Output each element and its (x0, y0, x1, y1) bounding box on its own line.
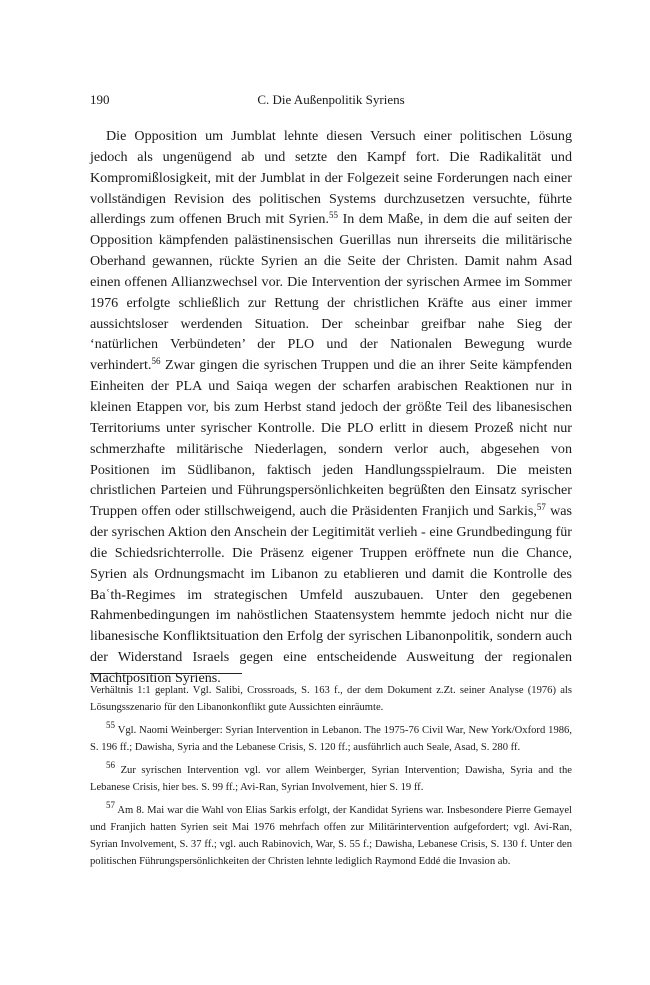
footnote-separator (90, 673, 242, 674)
body-text-segment: In dem Maße, in dem die auf seiten der Opposition kämpfenden palästinensischen Guerillas nun ihrerseits die militärische Oberhand gewannen, rückte Syrien an die Seite der Christen. Damit nahm Asad einen offenen Allianzwechsel vor. Die Intervention der syrischen Armee im Sommer 1976 erfolgte schließlich zur Rettung der christlichen Kräfte aus einer immer aussichtsloser werdenden Situation. Der scheinbar greifbar nahe Sieg der ‘natürlichen Verbündeten’ der PLO und der Nationalen Bewegung wurde verhindert. (90, 211, 572, 374)
footnote-number: 57 (106, 800, 115, 810)
body-text-segment: was der syrischen Aktion den Anschein der Legitimität verlieh - eine Grundbedingung für die Schiedsrichterrolle. Die Präsenz eigener Truppen eröffnete nun die Chance, Syrien als Ordnungsmacht im Libanon zu etablieren und damit die Kontrolle des Baʿth-Regimes im strategischen Umfeld auszubauen. Unter den gegebenen Rahmenbedingungen im nahöstlichen Staatensystem hemmte jedoch nicht nur die libanesische Konfliktsituation den Erfolg der syrischen Libanonpolitik, sondern auch der Widerstand Israels gegen eine entscheidende Ausweitung der regionalen Machtposition Syriens. (90, 503, 572, 686)
footnote-number: 56 (106, 760, 115, 770)
footnote-56 (90, 762, 572, 796)
body-text-segment: Zwar gingen die syrischen Truppen und die an ihrer Seite kämpfenden Einheiten der PLA und Saiqa wegen der scharfen arabischen Reaktionen nur in kleinen Etappen vor, bis zum Herbst stand jedoch der größte Teil des libanesischen Territoriums unter syrischer Kontrolle. Die PLO erlitt in diesem Prozeß nicht nur schmerzhafte militärische Niederlagen, sondern verlor auch, abgesehen von Positionen im Südlibanon, faktisch jeden Handlungsspielraum. Die meisten christlichen Parteien und Führungspersönlichkeiten begrüßten den Einsatz syrischer Truppen offen oder stillschweigend, auch die Präsidenten Franjich und Sarkis, (90, 357, 572, 520)
footnote-text: Zur syrischen Intervention vgl. vor allem Weinberger, Syrian Intervention; Dawisha, Syria and the Lebanese Crisis, hier bes. S. 99 ff.; Avi-Ran, Syrian Involvement, hier S. 19 ff. (90, 765, 572, 793)
footnote-55 (90, 722, 572, 756)
footnote-number: 55 (106, 720, 115, 730)
footnote-ref-55[interactable]: 55 (329, 210, 338, 221)
body-text-segment: Die Opposition um Jumblat lehnte diesen Versuch einer politischen Lösung jedoch als ungenügend ab und setzte den Kampf fort. Die Radikalität und Kompromißlosigkeit, mit der Jumblat in der Folgezeit seine Forderungen nach einer vollständigen Revision des politischen Systems durchzusetzen versuchte, führte allerdings zum offenen Bruch mit Syrien. (90, 128, 572, 228)
footnote-ref-57[interactable]: 57 (536, 502, 546, 513)
body-paragraph (90, 126, 572, 689)
footnote-ref-56[interactable]: 56 (151, 356, 161, 367)
page-number: 190 (90, 92, 110, 107)
running-title: C. Die Außenpolitik Syriens (257, 92, 405, 107)
footnote-text: Am 8. Mai war die Wahl von Elias Sarkis erfolgt, der Kandidat Syriens war. Insbesondere Pierre Gemayel und Franjich hatten Syrien seit Mai 1976 mehrfach offen zur Militärintervention aufgefordert; vgl. Avi-Ran, Syrian Involvement, S. 37 ff.; vgl. auch Rabinovich, War, S. 55 f.; Dawisha, Lebanese Crisis, S. 130 f. Unter den politischen Führungspersönlichkeiten der Christen lehnte lediglich Raymond Eddé die Invasion ab. (90, 805, 572, 867)
footnotes (90, 682, 572, 876)
footnote-text: Verhältnis 1:1 geplant. Vgl. Salibi, Crossroads, S. 163 f., der dem Dokument z.Zt. seiner Analyse (1976) als Lösungsszenario für den Libanonkonflikt gute Aussichten einräumte. (90, 685, 572, 713)
page-header (90, 92, 572, 112)
footnote-57 (90, 802, 572, 870)
footnote-continuation (90, 682, 572, 716)
footnote-text: Vgl. Naomi Weinberger: Syrian Intervention in Lebanon. The 1975-76 Civil War, New York/Oxford 1986, S. 196 ff.; Dawisha, Syria and the Lebanese Crisis, S. 120 ff.; ausführlich auch Seale, Asad, S. 280 ff. (90, 725, 572, 753)
